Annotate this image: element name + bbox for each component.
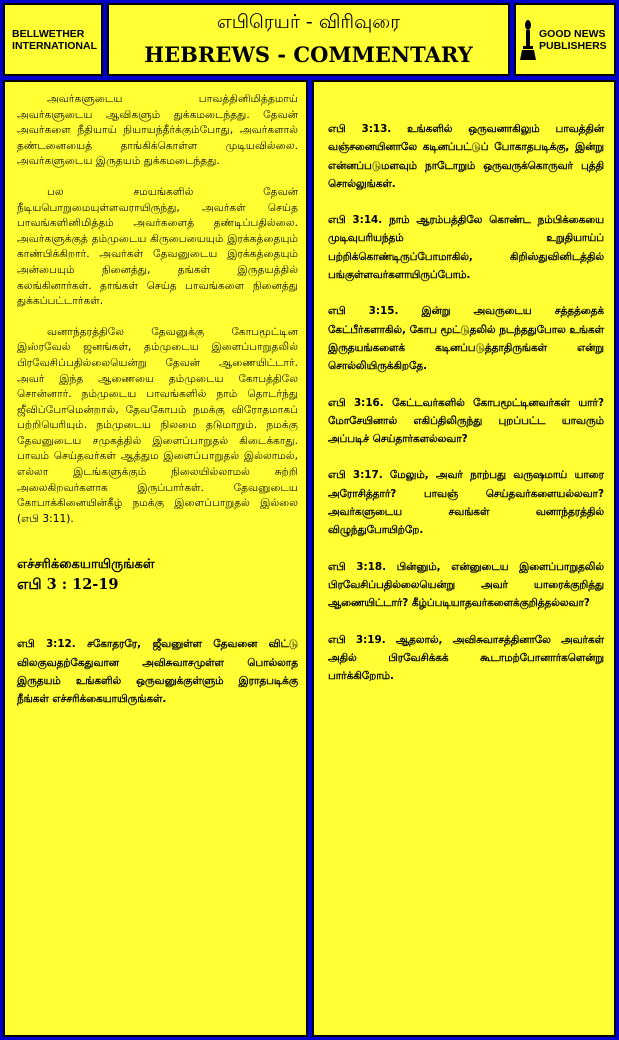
bellwether-logo [3, 3, 103, 76]
bellwether-logo-text [12, 28, 97, 52]
commentary-paragraph: அவர்களுடைய பாவத்தினிமித்தமாய் அவர்களுடைய ஆவிகளும் துக்கமடைந்தது. தேவன் அவர்களை நீதியாய் நியாயந்தீர்க்கும்போது, அவர்களால் தண்டனையைத் தாங்கிக்கொள்ள முடியவில்லை. அவர்களுடைய இருதயம் துக்கமடைந்தது. [17, 93, 298, 168]
right-column [312, 80, 616, 1037]
bellwether-logo-line2: INTERNATIONAL [12, 39, 97, 52]
good-news-logo-line2: PUBLISHERS [539, 39, 607, 52]
verse-text: எபி 3:12. சகோதரரே, ஜீவனுள்ள தேவனை விட்டு விலகுவதற்கேதுவான அவிசுவாசமுள்ள பொல்லாத இருதயம் உங்களில் ஒருவனுக்குள்ளும் இராதபடிக்கு நீங்கள் எச்சரிக்கையாயிருங்கள். [17, 638, 298, 706]
verse-text: எபி 3:19. ஆதலால், அவிசுவாசத்தினாலே அவர்கள் அதில் பிரவேசிக்கக் கூடாமற்போனார்களென்று பார்க்கிறோம். [328, 633, 604, 683]
title-tamil: எபிரெயர் - விரிவுரை [216, 11, 401, 33]
verse-text: எபி 3:17. மேலும், அவர் நாற்பது வருஷமாய் யாரை அரோசித்தார்? பாவஞ் செய்தவர்களையல்லவா? அவர்களுடைய சவங்கள் வனாந்தரத்தில் விழுந்துபோயிற்றே. [328, 469, 604, 537]
title-english: HEBREWS - COMMENTARY [144, 42, 473, 67]
bellwether-logo-line1: BELLWETHER [12, 27, 85, 40]
lamp-icon [520, 20, 536, 60]
left-column [3, 80, 308, 1037]
good-news-logo [514, 3, 616, 76]
section-reference: எபி 3 : 12-19 [17, 576, 119, 594]
verse-text: எபி 3:16. கேட்டவர்களில் கோபமூட்டினவர்கள் யார்? மோசேயினால் எகிப்திலிருந்து புறப்பட்ட யாவரும் அப்படிச் செய்தார்களல்லவா? [328, 396, 604, 446]
verse-text: எபி 3:13. உங்களில் ஒருவனாகிலும் பாவத்தின் வஞ்சனையினாலே கடினப்பட்டுப் போகாதபடிக்கு, இன்று என்னப்படுமளவும் நாடோறும் ஒருவருக்கொருவர் புத்தி சொல்லுங்கள். [328, 123, 604, 190]
good-news-logo-line1: GOOD NEWS [539, 27, 606, 40]
verse-text: எபி 3:18. பின்னும், என்னுடைய இளைப்பாறுதலில் பிரவேசிப்பதில்லையென்று அவர் யாரைக்குறித்து ஆணையிட்டார்? கீழ்ப்படியாதவர்களைக்குறித்தல்லவா? [328, 560, 604, 610]
commentary-paragraph: வனாந்தரத்திலே தேவனுக்கு கோபமூட்டின இஸ்ரவேல் ஜனங்கள், தம்முடைய இளைப்பாறுதலில் பிரவேசிப்பதில்லையென்று தேவன் ஆணையிட்டார். அவர் இந்த ஆணையை தம்முடைய கோபத்திலே சொன்னார். நம்முடைய பாவங்களில் நாம் தொடர்ந்து ஜீவிப்போமென்றால், தேவகோபம் நமக்கு விரோதமாகப் பற்றியெரியும். நம்முடைய நிலமை தடுமாறும். நமக்கு தேவனுடைய சமுகத்தில் இளைப்பாறுதல் கிடைக்காது. பாவம் செய்தவர்கள் ஆத்தும இளைப்பாறுதல் இல்லாமல், எல்லா இடங்களுக்கும் நிலையில்லாமல் சுற்றி அலைகிறவர்களாக இருப்பார்கள். தேவனுடைய கோபாக்கினையின்கீழ் நமக்கு இளைப்பாறுதல் இல்லை (எபி 3:11). [17, 325, 298, 525]
page-header [107, 3, 510, 76]
commentary-paragraph: பல சமயங்களில் தேவன் நீடியபொறுமையுள்ளவராயிருந்து, அவர்கள் செய்த பாவங்களினிமித்தம் அவர்களைத் தண்டிப்பதில்லை. அவர்களுக்குத் தம்முடைய கிருபையையும் இரக்கத்தையும் காண்பிக்கிறார். அவர்கள் தேவனுடைய இரக்கத்தையும் அன்பையும் நினைத்து, தங்கள் இருதயத்தில் கலங்கினார்கள். தாங்கள் செய்த பாவங்களை நினைத்து துக்கப்பட்டார்கள். [17, 185, 298, 308]
verse-text: எபி 3:14. நாம் ஆரம்பத்திலே கொண்ட நம்பிக்கையை முடிவுபரியந்தம் உறுதியாய்ப் பற்றிக்கொண்டிருப்போமாகில், கிறிஸ்துவினிடத்தில் பங்குள்ளவர்களாயிருப்போம். [328, 214, 604, 282]
section-heading: எச்சரிக்கையாயிருங்கள் [17, 557, 155, 573]
good-news-logo-text [539, 28, 607, 52]
verse-text: எபி 3:15. இன்று அவருடைய சத்தத்தைக் கேட்பீர்களாகில், கோப மூட்டுதலில் நடந்ததுபோல உங்கள் இருதயங்களைக் கடினப்படுத்தாதிருங்கள் என்று சொல்லியிருக்கிறதே. [328, 305, 604, 373]
